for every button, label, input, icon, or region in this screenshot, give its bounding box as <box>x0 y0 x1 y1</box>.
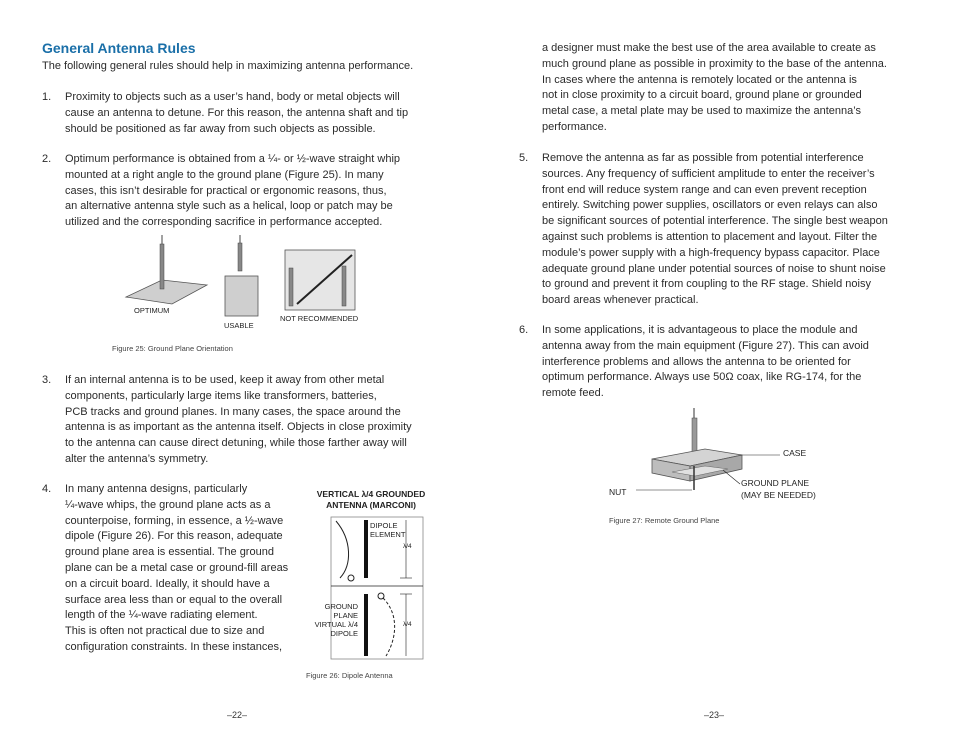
figure-26-caption: Figure 26: Dipole Antenna <box>306 671 393 680</box>
figure-26-title: VERTICAL λ/4 GROUNDED ANTENNA (MARCONI) <box>316 489 426 510</box>
page-number-left: –22– <box>227 710 248 720</box>
label-optimum: OPTIMUM <box>134 306 170 315</box>
section-heading: General Antenna Rules <box>42 40 196 56</box>
label-ground-plane-remote: GROUND PLANE (MAY BE NEEDED) <box>741 478 816 500</box>
list-text: Remove the antenna as far as possible from potential interference sources. Any frequency of sufficient amplitude to enter the receiver’s front end will reduce system range and can even prevent reception entirely. Switching power supplies, oscillators or even relays can also be significant sources of potential interference. The single best weapon against such problems is attention to placement and layout. Filter the module’s power supply with a high-frequency bypass capacitor. Place adequate ground plane under potential sources of noise to shunt noise to ground and prevent it from coupling to the RF stage. Shield noisy board areas whenever practical. <box>542 152 888 307</box>
list-number: 3. <box>42 374 52 386</box>
label-usable: USABLE <box>224 321 254 330</box>
list-number: 2. <box>42 153 52 165</box>
continuation-paragraph: a designer must make the best use of the area available to create as much ground plane as possible in proximity to the base of the antenna. In cases where the antenna is remotely located or the antenna is not in close proximity to a circuit board, ground plane or grounded metal case, a metal plate may be used to maximize the antenna’s performance. <box>542 42 887 133</box>
page-number-right: –23– <box>704 710 725 720</box>
list-text: In many antenna designs, particularly ¼-wave whips, the ground plane acts as a counterpoise, forming, in essence, a ½-wave dipole (Figure 26). For this reason, adequate ground plane area is essential. The ground plane can be a metal case or ground-fill areas on a circuit board. Ideally, it should have a surface area less than or equal to the overall length of the ¼-wave radiating element. This is often not practical due to size and configuration constraints. In these instances, <box>65 483 289 653</box>
list-number: 5. <box>519 152 529 164</box>
list-number: 6. <box>519 324 529 336</box>
label-lambda4-top: λ/4 <box>403 543 412 550</box>
label-not-recommended: NOT RECOMMENDED <box>280 314 359 323</box>
label-nut: NUT <box>609 487 627 497</box>
label-case: CASE <box>783 448 807 458</box>
list-number: 1. <box>42 91 52 103</box>
label-dipole-element: DIPOLE ELEMENT <box>370 521 406 539</box>
intro-paragraph: The following general rules should help in maximizing antenna performance. <box>42 60 414 72</box>
figure-25-caption: Figure 25: Ground Plane Orientation <box>112 344 233 353</box>
list-number: 4. <box>42 483 52 495</box>
label-ground-plane: GROUND PLANE VIRTUAL λ/4 DIPOLE <box>314 602 358 638</box>
figure-27-caption: Figure 27: Remote Ground Plane <box>609 516 720 525</box>
list-text: In some applications, it is advantageous to place the module and antenna away from the main equipment (Figure 27). This can avoid interference problems and allows the antenna to be oriented for optimum performance. Always use 50Ω coax, like RG-174, for the remote feed. <box>542 324 869 400</box>
list-text: Optimum performance is obtained from a ¼- or ½-wave straight whip mounted at a right angle to the ground plane (Figure 25). In many cases, this isn’t desirable for practical or ergonomic reasons, thus, an alternative antenna style such as a helical, loop or patch may be utilized and the corresponding sacrifice in performance accepted. <box>65 153 401 229</box>
list-text: If an internal antenna is to be used, keep it away from other metal components, particularly large items like transformers, batteries, PCB tracks and ground planes. In many cases, the space around the antenna is as important as the antenna itself. Objects in close proximity to the antenna can cause direct detuning, while those farther away will alter the antenna’s symmetry. <box>65 374 412 465</box>
list-text: Proximity to objects such as a user’s hand, body or metal objects will cause an antenna to detune. For this reason, the antenna shaft and tip should be positioned as far away from such objects as possible. <box>65 91 409 135</box>
label-lambda4-bottom: λ/4 <box>403 621 412 628</box>
